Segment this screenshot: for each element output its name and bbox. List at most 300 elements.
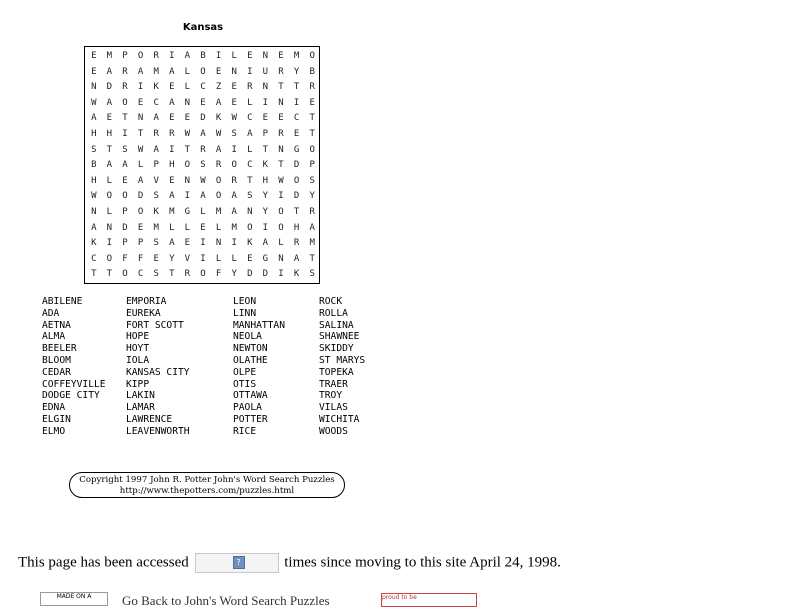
grid-letter: B xyxy=(200,51,206,61)
bottom-links-row xyxy=(0,588,800,608)
grid-letter: R xyxy=(153,51,159,61)
proud-badge[interactable]: proud to be xyxy=(381,593,477,607)
grid-letter: T xyxy=(247,175,253,186)
grid-letter: R xyxy=(293,238,300,249)
grid-letter: R xyxy=(169,129,175,139)
grid-letter: M xyxy=(293,51,300,61)
word-list-item: LEAVENWORTH xyxy=(126,425,190,437)
grid-letter: A xyxy=(231,191,237,202)
grid-letter: O xyxy=(137,51,144,61)
grid-letter: D xyxy=(247,269,253,280)
grid-letter: T xyxy=(262,144,269,155)
grid-letter: D xyxy=(137,191,144,202)
grid-letter: N xyxy=(137,113,144,124)
grid-letter: L xyxy=(106,207,113,217)
word-list-item: EUREKA xyxy=(126,307,161,319)
grid-letter: N xyxy=(262,51,269,61)
grid-letter: L xyxy=(200,207,206,217)
grid-letter: O xyxy=(106,191,113,202)
grid-row xyxy=(85,98,319,114)
grid-letter: E xyxy=(169,175,175,186)
grid-letter: U xyxy=(262,66,269,77)
grid-letter: T xyxy=(106,269,113,280)
grid-letter: Y xyxy=(309,191,315,202)
grid-letter: G xyxy=(184,207,191,217)
copyright-banner[interactable] xyxy=(69,472,345,498)
grid-letter: N xyxy=(184,175,191,186)
grid-letter: O xyxy=(137,207,144,217)
grid-letter: N xyxy=(247,207,253,217)
grid-letter: I xyxy=(169,51,175,61)
grid-letter: I xyxy=(231,144,237,155)
grid-letter: A xyxy=(91,113,97,124)
word-list-item: SHAWNEE xyxy=(319,331,360,343)
word-list-item: MANHATTAN xyxy=(233,319,285,331)
grid-letter: F xyxy=(122,253,128,264)
grid-letter: C xyxy=(153,97,159,108)
grid-letter: H xyxy=(106,129,113,139)
grid-letter: O xyxy=(309,51,315,61)
grid-letter: P xyxy=(309,160,315,171)
grid-letter: O xyxy=(184,160,191,171)
go-back-link[interactable]: Go Back to John's Word Search Puzzles xyxy=(122,593,330,608)
grid-letter: S xyxy=(231,129,237,139)
word-list-item: ROCK xyxy=(319,296,343,307)
grid-row xyxy=(85,129,319,145)
word-list-item: TOPEKA xyxy=(319,366,354,378)
grid-letter: R xyxy=(200,144,206,155)
word-list-item: AETNA xyxy=(42,319,71,331)
grid-letter: L xyxy=(184,66,191,77)
grid-letter: H xyxy=(293,222,300,233)
word-list-item: SALINA xyxy=(319,319,354,331)
grid-letter: T xyxy=(106,144,113,155)
grid-letter: R xyxy=(153,129,159,139)
grid-letter: L xyxy=(184,82,191,93)
grid-letter: A xyxy=(153,144,159,155)
word-list-column-2 xyxy=(126,296,190,438)
grid-letter: A xyxy=(137,175,144,186)
word-list-item: ADA xyxy=(42,307,60,319)
copyright-line: Copyright 1997 John R. Potter John's Word Search Puzzles xyxy=(79,475,335,485)
grid-letter: Y xyxy=(231,269,237,280)
grid-letter: G xyxy=(293,144,300,155)
grid-letter: N xyxy=(231,66,237,77)
grid-letter: T xyxy=(293,82,300,93)
grid-letter: L xyxy=(278,238,284,249)
grid-letter: P xyxy=(122,238,128,249)
word-list-item: CEDAR xyxy=(42,366,71,378)
grid-letter: N xyxy=(184,97,191,108)
grid-letter: E xyxy=(278,113,284,124)
grid-letter: R xyxy=(309,82,315,93)
grid-letter: R xyxy=(122,66,128,77)
grid-row xyxy=(85,67,319,83)
grid-row xyxy=(85,113,319,129)
word-list-item: EDNA xyxy=(42,402,66,414)
grid-letter: L xyxy=(247,97,253,108)
grid-letter: A xyxy=(231,207,237,217)
grid-letter: M xyxy=(153,66,159,77)
word-list-item: OLPE xyxy=(233,366,257,378)
grid-row xyxy=(85,82,319,98)
grid-letter: T xyxy=(309,253,315,264)
grid-letter: R xyxy=(231,175,237,186)
grid-letter: E xyxy=(184,113,191,124)
grid-letter: R xyxy=(122,82,128,93)
grid-letter: I xyxy=(231,238,237,249)
grid-letter: I xyxy=(262,97,269,108)
grid-letter: E xyxy=(184,238,191,249)
word-list-item: COFFEYVILLE xyxy=(42,378,106,390)
grid-letter: H xyxy=(169,160,175,171)
grid-letter: A xyxy=(122,160,128,171)
grid-letter: Y xyxy=(262,207,269,217)
grid-letter: T xyxy=(309,129,315,139)
grid-letter: E xyxy=(200,97,206,108)
grid-letter: E xyxy=(231,97,237,108)
grid-letter: Y xyxy=(169,253,175,264)
grid-letter: L xyxy=(184,222,191,233)
grid-letter: I xyxy=(215,51,222,61)
word-list-item: EMPORIA xyxy=(126,296,167,307)
grid-row xyxy=(85,238,319,254)
grid-letter: O xyxy=(200,269,206,280)
grid-letter: T xyxy=(309,113,315,124)
grid-letter: N xyxy=(106,222,113,233)
grid-letter: I xyxy=(184,191,191,202)
grid-letter: T xyxy=(293,207,300,217)
grid-letter: D xyxy=(262,269,269,280)
grid-letter: A xyxy=(91,222,97,233)
grid-letter: A xyxy=(106,97,113,108)
grid-row xyxy=(85,191,319,207)
word-list-item: DODGE CITY xyxy=(42,390,100,402)
made-on-badge[interactable]: MADE ON A xyxy=(40,592,108,606)
word-list-item: SKIDDY xyxy=(319,343,354,355)
grid-letter: M xyxy=(231,222,237,233)
grid-letter: F xyxy=(137,253,144,264)
grid-letter: C xyxy=(200,82,206,93)
grid-letter: A xyxy=(153,113,159,124)
grid-letter: G xyxy=(262,253,269,264)
word-list-column-3 xyxy=(233,296,285,438)
word-list-item: ABILENE xyxy=(42,296,83,307)
grid-letter: E xyxy=(247,51,253,61)
grid-letter: I xyxy=(278,269,284,280)
grid-letter: H xyxy=(91,129,97,139)
grid-letter: C xyxy=(293,113,300,124)
grid-letter: E xyxy=(262,113,269,124)
grid-letter: S xyxy=(247,191,253,202)
grid-letter: T xyxy=(137,129,144,139)
grid-letter: A xyxy=(200,129,206,139)
grid-letter: O xyxy=(200,66,206,77)
grid-letter: P xyxy=(153,160,159,171)
grid-letter: S xyxy=(153,191,159,202)
grid-letter: P xyxy=(122,207,128,217)
grid-row xyxy=(85,145,319,161)
word-list-item: OTTAWA xyxy=(233,390,268,402)
word-search-grid xyxy=(84,46,320,284)
grid-letter: P xyxy=(122,51,128,61)
word-list-item: BLOOM xyxy=(42,354,71,366)
puzzle-url-link[interactable]: http://www.thepotters.com/puzzles.html xyxy=(119,486,295,496)
grid-letter: A xyxy=(169,238,175,249)
word-list-item: ALMA xyxy=(42,331,66,343)
grid-letter: L xyxy=(137,160,144,171)
grid-letter: W xyxy=(91,97,97,108)
grid-letter: E xyxy=(106,113,113,124)
grid-letter: S xyxy=(200,160,206,171)
hit-counter xyxy=(195,553,279,573)
grid-letter: W xyxy=(278,175,284,186)
word-list-item: ST MARYS xyxy=(319,354,366,366)
grid-letter: E xyxy=(137,97,144,108)
word-list-item: NEWTON xyxy=(233,343,268,355)
grid-letter: P xyxy=(137,238,144,249)
grid-letter: F xyxy=(215,269,222,280)
grid-letter: O xyxy=(247,222,253,233)
word-list-item: WICHITA xyxy=(319,413,360,425)
grid-letter: C xyxy=(91,253,97,264)
grid-letter: O xyxy=(122,191,128,202)
word-list-item: NEOLA xyxy=(233,331,262,343)
word-list-item: HOPE xyxy=(126,331,150,343)
grid-letter: E xyxy=(122,175,128,186)
access-counter-line xyxy=(18,553,798,575)
grid-letter: A xyxy=(200,191,206,202)
grid-letter: M xyxy=(106,51,113,61)
grid-letter: R xyxy=(247,82,253,93)
broken-image-icon: ? xyxy=(233,556,245,569)
grid-letter: I xyxy=(200,238,206,249)
grid-letter: S xyxy=(153,269,159,280)
grid-letter: R xyxy=(215,160,222,171)
grid-letter: D xyxy=(106,82,113,93)
word-list-item: LINN xyxy=(233,307,257,319)
grid-letter: T xyxy=(278,160,284,171)
grid-letter: V xyxy=(153,175,159,186)
grid-letter: A xyxy=(215,97,222,108)
word-list-item: RICE xyxy=(233,425,257,437)
grid-letter: L xyxy=(106,175,113,186)
grid-letter: C xyxy=(247,160,253,171)
grid-letter: H xyxy=(262,175,269,186)
grid-letter: K xyxy=(215,113,222,124)
word-list-item: FORT SCOTT xyxy=(126,319,184,331)
grid-letter: N xyxy=(278,97,284,108)
grid-letter: K xyxy=(247,238,253,249)
word-list-item: LAWRENCE xyxy=(126,413,173,425)
grid-letter: E xyxy=(309,97,315,108)
grid-letter: A xyxy=(262,238,269,249)
grid-letter: M xyxy=(169,207,175,217)
grid-letter: D xyxy=(293,160,300,171)
grid-letter: N xyxy=(278,144,284,155)
word-list-item: KANSAS CITY xyxy=(126,366,190,378)
word-list-item: ELGIN xyxy=(42,413,71,425)
grid-letter: W xyxy=(184,129,191,139)
grid-letter: O xyxy=(231,160,237,171)
grid-letter: E xyxy=(137,222,144,233)
grid-letter: K xyxy=(153,82,159,93)
access-text-after: times since moving to this site April 24, 1998. xyxy=(284,554,561,571)
grid-letter: O xyxy=(278,207,284,217)
grid-letter: S xyxy=(309,175,315,186)
grid-letter: A xyxy=(309,222,315,233)
word-list-item: WOODS xyxy=(319,425,348,437)
grid-letter: O xyxy=(122,269,128,280)
grid-letter: W xyxy=(231,113,237,124)
grid-letter: P xyxy=(262,129,269,139)
grid-letter: E xyxy=(247,253,253,264)
grid-letter: E xyxy=(200,222,206,233)
word-list-item: KIPP xyxy=(126,378,150,390)
word-list-item: LAMAR xyxy=(126,402,155,414)
grid-letter: K xyxy=(262,160,269,171)
grid-letter: R xyxy=(184,269,191,280)
word-list-item: HOYT xyxy=(126,343,150,355)
grid-letter: M xyxy=(153,222,159,233)
word-list-item: IOLA xyxy=(126,354,150,366)
grid-letter: E xyxy=(91,66,97,77)
word-list-item: POTTER xyxy=(233,413,268,425)
grid-letter: A xyxy=(247,129,253,139)
grid-letter: E xyxy=(169,82,175,93)
grid-letter: N xyxy=(215,238,222,249)
grid-letter: E xyxy=(278,51,284,61)
grid-letter: N xyxy=(262,82,269,93)
grid-letter: I xyxy=(293,97,300,108)
grid-letter: O xyxy=(122,97,128,108)
grid-row xyxy=(85,51,319,67)
grid-letter: A xyxy=(215,144,222,155)
grid-letter: L xyxy=(215,253,222,264)
word-list-item: BEELER xyxy=(42,343,77,355)
grid-letter: C xyxy=(247,113,253,124)
grid-letter: W xyxy=(137,144,144,155)
grid-letter: Z xyxy=(215,82,222,93)
grid-letter: B xyxy=(309,66,315,77)
grid-letter: O xyxy=(293,175,300,186)
grid-row xyxy=(85,160,319,176)
grid-letter: E xyxy=(91,51,97,61)
grid-letter: T xyxy=(278,82,284,93)
word-list-item: OLATHE xyxy=(233,354,268,366)
grid-letter: W xyxy=(91,191,97,202)
grid-letter: O xyxy=(106,253,113,264)
grid-letter: R xyxy=(309,207,315,217)
grid-letter: D xyxy=(293,191,300,202)
grid-letter: D xyxy=(200,113,206,124)
word-list-item: VILAS xyxy=(319,402,348,414)
grid-letter: E xyxy=(231,82,237,93)
grid-row xyxy=(85,207,319,223)
grid-letter: I xyxy=(169,144,175,155)
grid-letter: A xyxy=(169,66,175,77)
grid-row xyxy=(85,254,319,270)
grid-letter: I xyxy=(106,238,113,249)
grid-letter: L xyxy=(169,222,175,233)
grid-letter: M xyxy=(215,207,222,217)
grid-letter: S xyxy=(153,238,159,249)
grid-letter: W xyxy=(215,129,222,139)
grid-letter: S xyxy=(309,269,315,280)
grid-letter: I xyxy=(247,66,253,77)
grid-letter: K xyxy=(153,207,159,217)
grid-letter: Y xyxy=(262,191,269,202)
grid-letter: L xyxy=(231,51,237,61)
word-list-column-1 xyxy=(42,296,106,438)
grid-letter: L xyxy=(215,222,222,233)
grid-row xyxy=(85,176,319,192)
word-list-item: PAOLA xyxy=(233,402,262,414)
grid-letter: V xyxy=(184,253,191,264)
grid-letter: A xyxy=(169,97,175,108)
grid-letter: I xyxy=(200,253,206,264)
word-list-item: TRAER xyxy=(319,378,348,390)
grid-letter: E xyxy=(169,113,175,124)
grid-row xyxy=(85,269,319,285)
grid-letter: N xyxy=(91,82,97,93)
grid-letter: R xyxy=(278,66,284,77)
grid-letter: R xyxy=(278,129,284,139)
word-list-item: ELMO xyxy=(42,425,66,437)
grid-letter: A xyxy=(106,66,113,77)
grid-letter: A xyxy=(169,191,175,202)
grid-letter: K xyxy=(91,238,97,249)
word-list-item: TROY xyxy=(319,390,343,402)
grid-letter: S xyxy=(122,144,128,155)
grid-letter: T xyxy=(122,113,128,124)
grid-letter: I xyxy=(137,82,144,93)
grid-letter: K xyxy=(293,269,300,280)
word-list-item: LEON xyxy=(233,296,257,307)
grid-letter: E xyxy=(153,253,159,264)
grid-letter: I xyxy=(262,222,269,233)
grid-letter: L xyxy=(231,253,237,264)
grid-letter: T xyxy=(184,144,191,155)
grid-letter: A xyxy=(137,66,144,77)
word-list-column-4 xyxy=(319,296,365,438)
grid-letter: S xyxy=(91,144,97,155)
word-list-item: ROLLA xyxy=(319,307,348,319)
grid-letter: M xyxy=(309,238,315,249)
grid-row xyxy=(85,223,319,239)
grid-letter: E xyxy=(293,129,300,139)
grid-letter: L xyxy=(247,144,253,155)
grid-letter: N xyxy=(91,207,97,217)
grid-letter: A xyxy=(184,51,191,61)
grid-letter: D xyxy=(122,222,128,233)
page-title: Kansas xyxy=(182,22,224,33)
grid-letter: A xyxy=(106,160,113,171)
word-list-item: OTIS xyxy=(233,378,257,390)
grid-letter: I xyxy=(122,129,128,139)
grid-letter: T xyxy=(91,269,97,280)
grid-letter: O xyxy=(215,191,222,202)
grid-letter: H xyxy=(91,175,97,186)
grid-letter: W xyxy=(200,175,206,186)
grid-letter: C xyxy=(137,269,144,280)
grid-letter: E xyxy=(215,66,222,77)
word-list-item: LAKIN xyxy=(126,390,155,402)
grid-letter: O xyxy=(215,175,222,186)
grid-letter: T xyxy=(169,269,175,280)
grid-letter: A xyxy=(293,253,300,264)
grid-letter: Y xyxy=(293,66,300,77)
